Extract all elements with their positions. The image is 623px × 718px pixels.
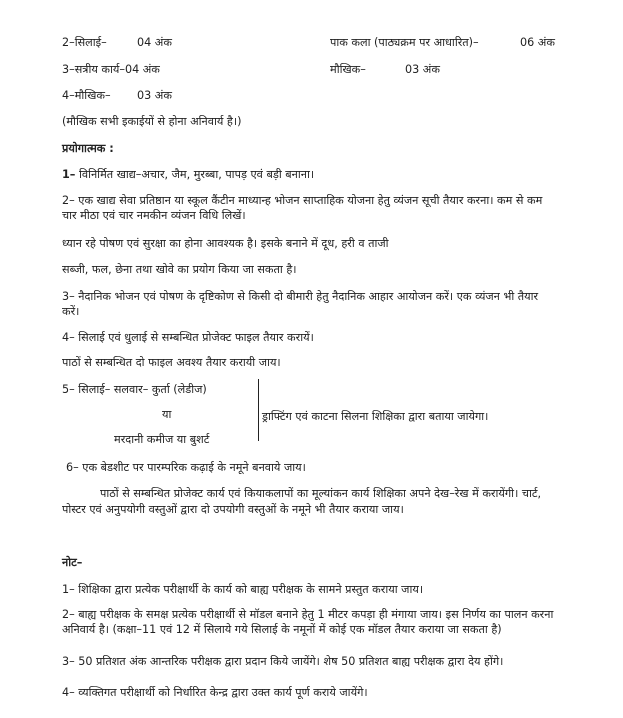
item-5-line-1: 5– सिलाई– सलवार– कुर्ता (लेडीज) [62, 383, 207, 396]
oral-right-marks: 03 अंक [405, 63, 440, 76]
item-5-or: या [162, 408, 172, 421]
item-1-text: विनिर्मित खाद्य–अचार, जैम, मुरब्बा, पापड़ एवं बड़ी बनाना। [78, 168, 315, 181]
oral-left-label: 4–मौखिक– [62, 89, 111, 102]
bracket-divider [258, 379, 259, 441]
item-5-instruction: ड्राफ्टिंग एवं काटना सिलना शिक्षिका द्वारा बताया जायेगा। [262, 410, 489, 423]
practical-heading: प्रयोगात्मक : [62, 142, 114, 155]
evaluation-paragraph: पाठों से सम्बन्धित प्रोजेक्ट कार्य एवं कियाकलापों का मूल्यांकन कार्य शिक्षिका अपने देख–रेख में करायेंगी। चार्ट, पोस्टर एवं अनुपयोगी वस्तुओं द्वारा दो उपयोगी वस्तुओं के नमूने भी तैयार कराया जाय। [62, 487, 542, 516]
oral-note: (मौखिक सभी इकाईयों से होना अनिवार्य है।) [62, 115, 242, 128]
item-4-note: पाठों से सम्बन्धित दो फाइल अवश्य तैयार करायी जाय। [62, 356, 281, 369]
stitching-marks: 04 अंक [137, 36, 172, 49]
item-2-note-line-1: ध्यान रहे पोषण एवं सुरक्षा का होना आवश्यक है। इसके बनाने में दूध, हरी व ताजी [62, 237, 389, 250]
item-1-number: 1– [62, 168, 76, 181]
practical-item-1 [62, 167, 314, 182]
item-2-note-line-2: सब्जी, फल, छेना तथा खोवे का प्रयोग किया जा सकता है। [62, 263, 297, 276]
practical-item-4: 4– सिलाई एवं धुलाई से सम्बन्धित प्रोजेक्ट फाइल तैयार करायें। [62, 331, 314, 344]
note-2: 2– बाह्य परीक्षक के समक्ष प्रत्येक परीक्षार्थी से मॉडल बनाने हेतु 1 मीटर कपड़ा ही मंगाया जाय। इस निर्णय का पालन करना अनिवार्य है। (कक्षा–11 एवं 12 में सिलाये गये सिलाई के नमूनों में कोई एक मॉडल तैयार कराया जा सकता है) [62, 608, 554, 636]
practical-item-2: 2– एक खाद्य सेवा प्रतिष्ठान या स्कूल कैंटीन माध्यान्ह भोजन साप्ताहिक योजना हेतु व्यंजन सूची तैयार करना। कम से कम चार मीठा एवं चार नमकीन व्यंजन विधि लिखें। [62, 194, 543, 222]
oral-left-marks: 03 अंक [137, 89, 172, 102]
practical-item-3: 3– नैदानिक भोजन एवं पोषण के दृष्टिकोण से किसी दो बीमारी हेतु नैदानिक आहार आयोजन करें। एक व्यंजन भी तैयार करें। [62, 290, 539, 318]
note-3: 3– 50 प्रतिशत अंक आन्तरिक परीक्षक द्वारा प्रदान किये जायेंगे। शेष 50 प्रतिशत बाह्य परीक्षक द्वारा देय होंगे। [62, 655, 504, 668]
note-1: 1– शिक्षिका द्वारा प्रत्येक परीक्षार्थी के कार्य को बाह्य परीक्षक के सामने प्रस्तुत कराया जाय। [62, 583, 424, 596]
cooking-marks: 06 अंक [520, 36, 555, 49]
sessional-label: 3–सत्रीय कार्य–04 अंक [62, 63, 160, 76]
item-5-line-2: मरदानी कमीज या बुशर्ट [114, 433, 210, 446]
oral-right-label: मौखिक– [330, 63, 366, 76]
cooking-label: पाक कला (पाठ्यक्रम पर आधारित)– [330, 36, 479, 49]
stitching-label: 2–सिलाई– [62, 36, 107, 49]
practical-item-6: 6– एक बेडशीट पर पारम्परिक कढ़ाई के नमूने बनवाये जाय। [66, 461, 306, 474]
note-4: 4– व्यक्तिगत परीक्षार्थी को निर्धारित केन्द्र द्वारा उक्त कार्य पूर्ण कराये जायेंगे। [62, 686, 368, 699]
notes-heading: नोट– [62, 556, 83, 569]
